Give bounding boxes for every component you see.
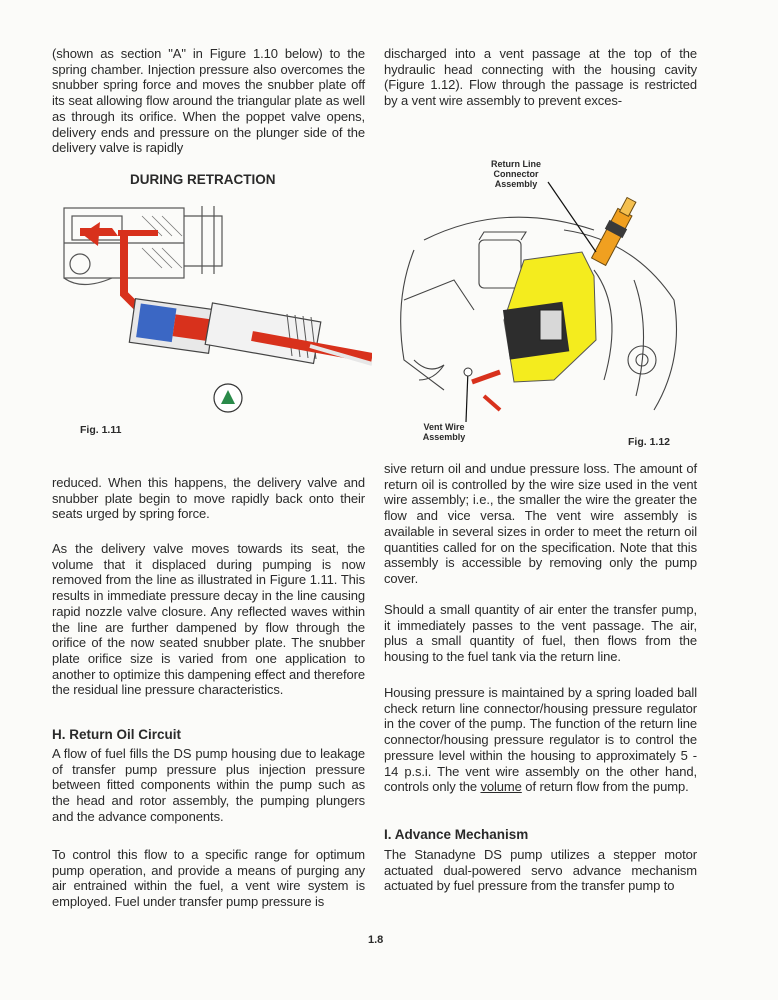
section-i-heading: I. Advance Mechanism [384, 827, 529, 842]
figure-1-11-illustration [52, 196, 372, 420]
right-paragraph-4-text: Housing pressure is maintained by a spring loaded ball check return line connector/housing pressure regulator in the cover of the pump. The function of the return line connector/housing pressure regulator is to control the pressure level within the housing to approximately 5 - 14 p.s.i. The vent wire assembly on the other hand, controls only the [384, 685, 697, 795]
right-paragraph-2: sive return oil and undue pressure loss. The amount of return oil is controlled by the wire size used in the vent wire assembly; i.e., the smaller the wire the greater the flow and vice versa. The vent wire assembly is available in several sizes in order to meet the return oil quantities called for on the specification. Note that this assembly is accessible by removing only the pump cover. [384, 461, 697, 586]
section-h-heading: H. Return Oil Circuit [52, 727, 182, 742]
left-paragraph-5: To control this flow to a specific range for optimum pump operation, and provide a means of purging any air entrained within the fuel, a vent wire system is employed. Fuel under transfer pump pressure is [52, 847, 365, 910]
figure-1-12-caption: Fig. 1.12 [628, 436, 671, 448]
left-paragraph-4: A flow of fuel fills the DS pump housing due to leakage of transfer pump pressure plus injection pressure between fitted components within the pump such as the head and rotor assembly, the pumping plungers and the advance components. [52, 746, 365, 824]
right-paragraph-5: The Stanadyne DS pump utilizes a stepper motor actuated dual-powered servo advance mechanism actuated by fuel pressure from the transfer pump to [384, 847, 697, 894]
right-paragraph-4 [384, 685, 697, 795]
figure-1-12-illustration [384, 160, 700, 428]
right-paragraph-4-end: of return flow from the pump. [521, 779, 689, 795]
return-line-connector-label: Return Line Connector Assembly [490, 159, 541, 189]
figure-1-11-title: DURING RETRACTION [130, 172, 276, 187]
vent-wire-assembly-label: Vent Wire Assembly [422, 422, 466, 442]
page-number: 1.8 [368, 934, 384, 946]
volume-emphasis: volume [480, 779, 522, 795]
left-paragraph-3: As the delivery valve moves towards its seat, the volume that it displaced during pumping is now removed from the line as illustrated in Figure 1.11. This results in immediate pressure decay in the line causing rapid nozzle valve closure. Any reflected waves within the line are further dampened by flow through the orifice of the now seated snubber plate. The snubber plate orifice size is varied from one application to another to optimize this dampening effect and therefore the residual line pressure characteristics. [52, 541, 365, 698]
right-paragraph-1: discharged into a vent passage at the top of the hydraulic head connecting with the housing cavity (Figure 1.12). Flow through the passage is restricted by a vent wire assembly to prevent exces- [384, 46, 697, 109]
right-paragraph-3: Should a small quantity of air enter the transfer pump, it immediately passes to the vent passage. The air, plus a small quantity of fuel, then flows from the housing to the fuel tank via the return line. [384, 602, 697, 665]
left-paragraph-2: reduced. When this happens, the delivery valve and snubber plate begin to move rapidly back onto their seats urged by spring force. [52, 475, 365, 522]
figure-1-11-caption: Fig. 1.11 [80, 424, 122, 436]
left-paragraph-1: (shown as section "A" in Figure 1.10 below) to the spring chamber. Injection pressure also overcomes the snubber spring force and moves the snubber plate off its seat allowing flow around the triangular plate as well as through its orifice. When the poppet valve opens, delivery ends and pressure on the plunger side of the delivery valve is rapidly [52, 46, 365, 156]
